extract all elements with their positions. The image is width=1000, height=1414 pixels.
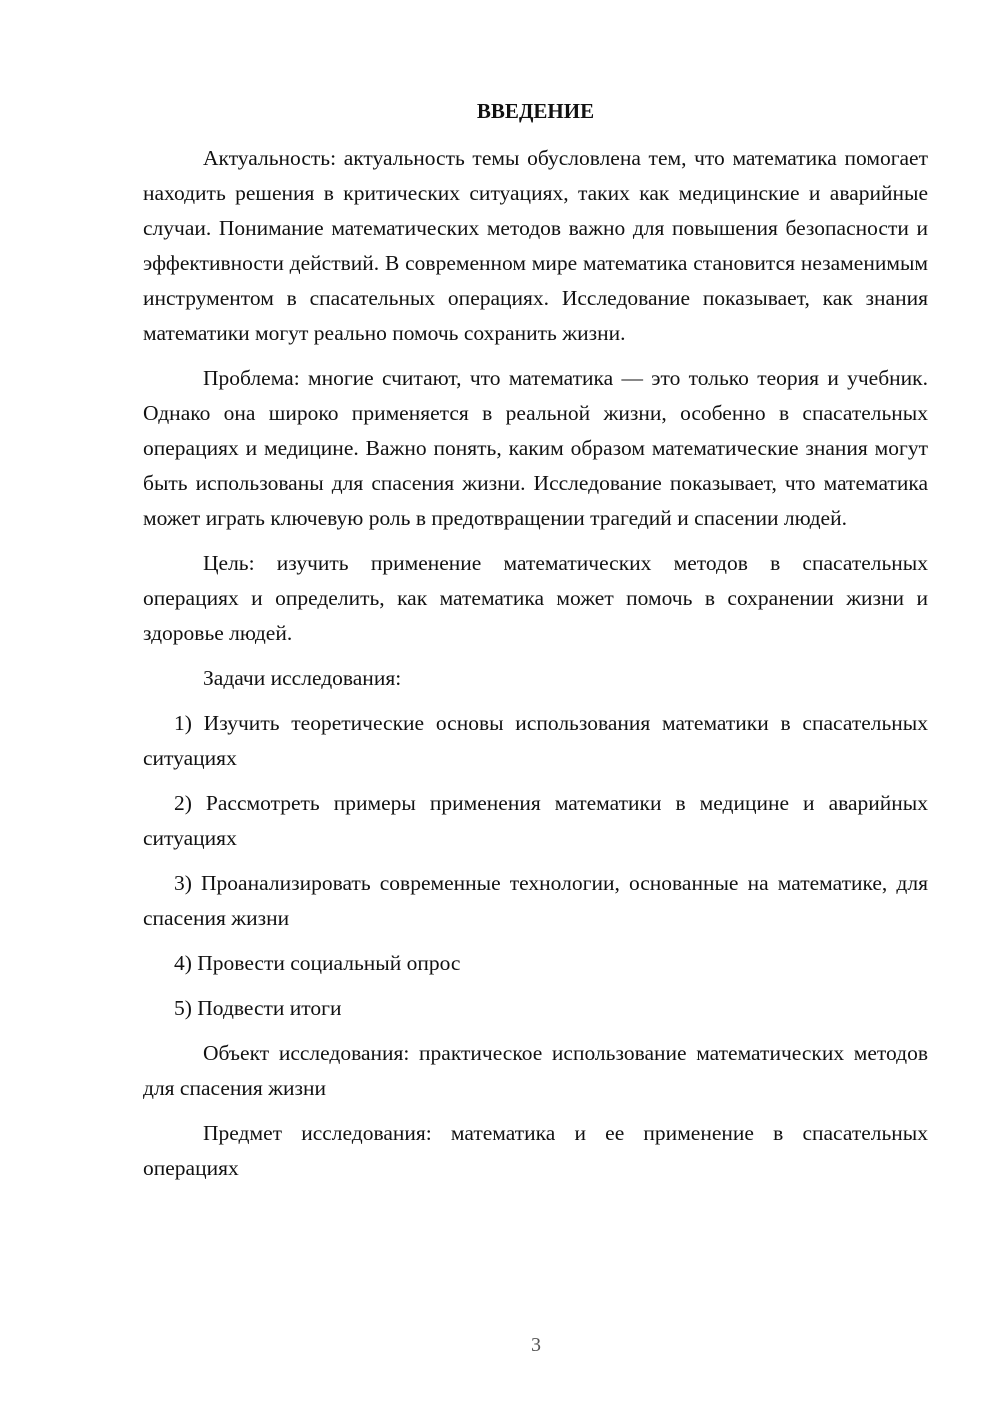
task-item: 2) Рассмотреть примеры применения математики в медицине и аварийных ситуациях [143, 791, 928, 850]
task-item: 5) Подвести итоги [174, 996, 342, 1020]
tasks-list [143, 706, 928, 1026]
task-item: 3) Проанализировать современные технологии, основанные на математике, для спасения жизни [143, 871, 928, 930]
object-paragraph: Объект исследования: практическое использование математических методов для спасения жизни [143, 1041, 928, 1100]
subject-paragraph: Предмет исследования: математика и ее применение в спасательных операциях [143, 1121, 928, 1180]
task-item: 1) Изучить теоретические основы использования математики в спасательных ситуациях [143, 711, 928, 770]
goal-paragraph: Цель: изучить применение математических методов в спасательных операциях и определить, как математика может помочь в сохранении жизни и здоровье людей. [143, 551, 928, 645]
problem-paragraph: Проблема: многие считают, что математика — это только теория и учебник. Однако она широко применяется в реальной жизни, особенно в спасательных операциях и медицине. Важно понять, каким образом математические знания могут быть использованы для спасения жизни. Исследование показывает, что математика может играть ключевую роль в предотвращении трагедий и спасении людей. [143, 366, 928, 530]
page-number: 3 [531, 1334, 541, 1356]
task-item: 4) Провести социальный опрос [174, 951, 461, 975]
document-body [143, 94, 928, 1196]
tasks-heading: Задачи исследования: [203, 666, 402, 690]
relevance-paragraph: Актуальность: актуальность темы обусловлена тем, что математика помогает находить решения в критических ситуациях, таких как медицинские и аварийные случаи. Понимание математических методов важно для повышения безопасности и эффективности действий. В современном мире математика становится незаменимым инструментом в спасательных операциях. Исследование показывает, как знания математики могут реально помочь сохранить жизни. [143, 146, 928, 345]
section-title: ВВЕДЕНИЕ [476, 99, 595, 123]
